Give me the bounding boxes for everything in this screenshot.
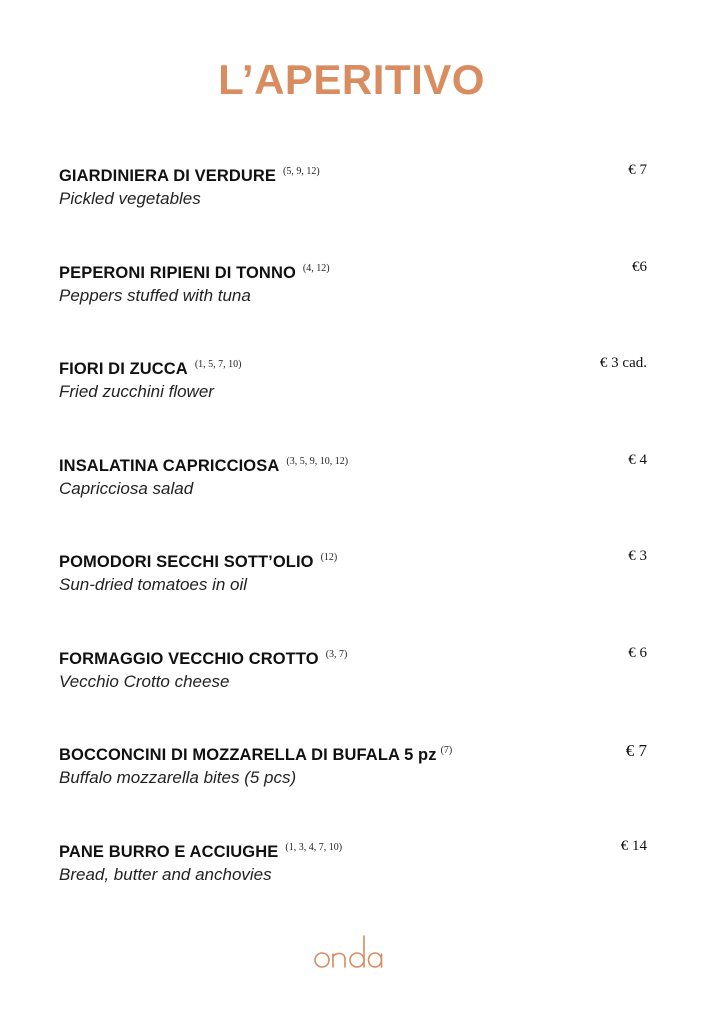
brand-logo: [0, 930, 703, 977]
item-heading: [59, 739, 452, 768]
item-price: € 3 cad.: [599, 355, 647, 371]
item-allergens: (3, 5, 9, 10, 12): [286, 455, 349, 467]
menu-item: [59, 546, 647, 643]
menu-item: [59, 353, 647, 450]
item-name: FORMAGGIO VECCHIO CROTTO: [59, 649, 319, 668]
item-allergens: (1, 5, 7, 10): [194, 359, 242, 370]
item-description: Bread, butter and anchovies: [59, 864, 272, 884]
item-description: Fried zucchini flower: [59, 382, 214, 401]
menu-item: [59, 643, 647, 740]
item-heading: [59, 546, 337, 575]
item-heading: [59, 643, 347, 672]
menu-item: [59, 257, 647, 354]
menu-list: [59, 160, 647, 932]
item-price: € 4: [628, 451, 647, 468]
item-allergens: (12): [320, 552, 338, 563]
item-description: Pickled vegetables: [59, 189, 201, 208]
onda-logo-icon: [312, 930, 392, 972]
item-allergens: (4, 12): [302, 262, 330, 274]
item-price: € 3: [628, 548, 647, 564]
item-name: GIARDINIERA DI VERDURE: [59, 167, 277, 185]
item-price: € 7: [628, 162, 647, 178]
item-allergens: (5, 9, 12): [283, 166, 320, 177]
item-name: FIORI DI ZUCCA: [59, 360, 188, 378]
item-price: €6: [632, 258, 647, 275]
menu-item: [59, 160, 647, 257]
item-price: € 14: [620, 837, 647, 854]
menu-item: [59, 450, 647, 547]
menu-item: [59, 739, 647, 836]
item-description: Peppers stuffed with tuna: [59, 285, 251, 305]
item-name: INSALATINA CAPRICCIOSA: [59, 456, 280, 475]
item-description: Capricciosa salad: [59, 478, 194, 498]
item-heading: [59, 450, 348, 479]
item-heading: [59, 836, 342, 865]
item-allergens: (7): [440, 745, 453, 756]
item-name: PEPERONI RIPIENI DI TONNO: [59, 263, 296, 282]
item-description: Buffalo mozzarella bites (5 pcs): [59, 768, 297, 787]
page-title: L’APERITIVO: [218, 56, 485, 103]
item-price: € 6: [628, 644, 647, 661]
item-name: PANE BURRO E ACCIUGHE: [59, 842, 279, 861]
item-name: BOCCONCINI DI MOZZARELLA DI BUFALA 5 pz: [59, 746, 437, 764]
item-allergens: (1, 3, 4, 7, 10): [285, 841, 343, 853]
item-allergens: (3, 7): [325, 648, 348, 660]
menu-item: [59, 836, 647, 933]
item-heading: [59, 257, 330, 286]
item-name: POMODORI SECCHI SOTT’OLIO: [59, 553, 314, 571]
item-description: Vecchio Crotto cheese: [59, 671, 230, 691]
item-heading: [59, 353, 241, 382]
item-heading: [59, 160, 320, 189]
item-price: € 7: [625, 741, 647, 760]
item-description: Sun-dried tomatoes in oil: [59, 575, 248, 594]
